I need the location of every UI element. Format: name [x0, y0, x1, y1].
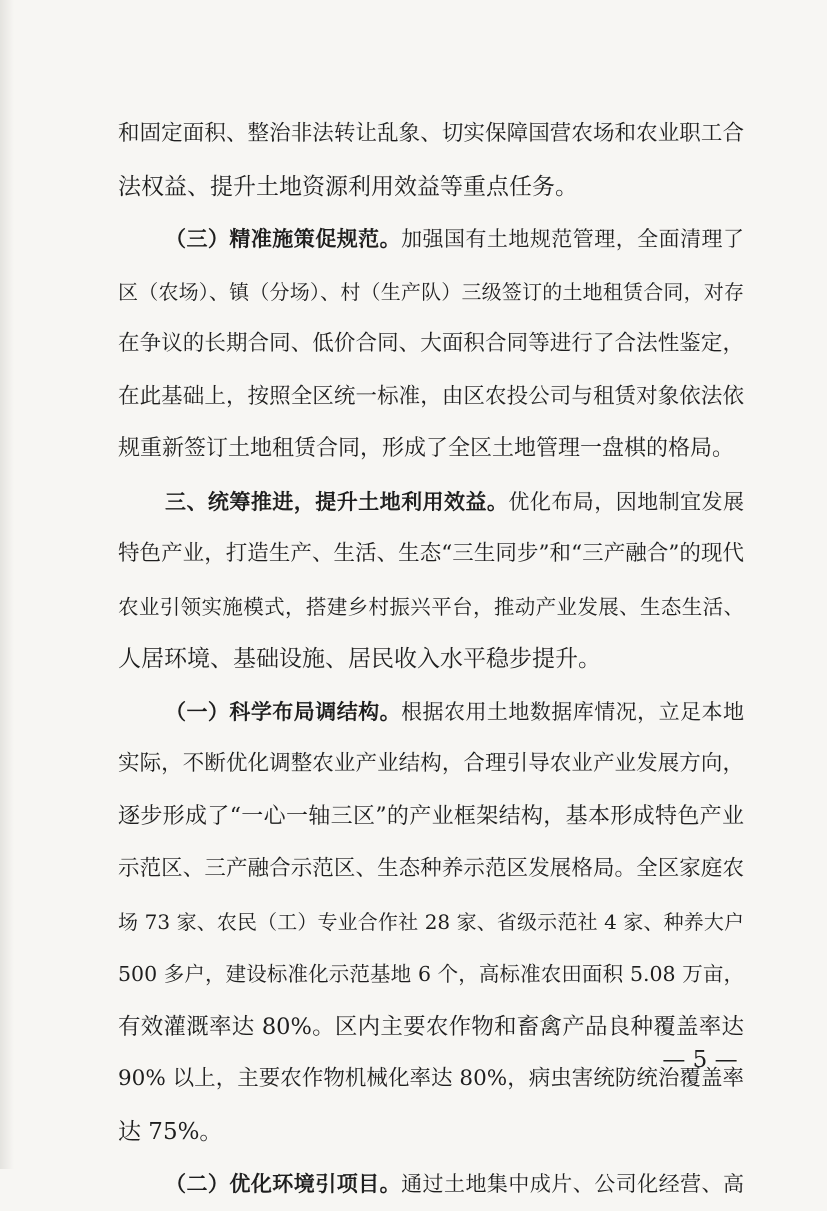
- text-line-19: [118, 1053, 744, 1106]
- line-4-text: 区（农场）、镇（分场）、村（生产队）三级签订的土地租赁合同，对存: [118, 279, 744, 304]
- line-11-text: 人居环境、基础设施、居民收入水平稳步提升。: [118, 646, 601, 672]
- heading-section-three: 三、统筹推进，提升土地利用效益。: [165, 489, 509, 514]
- text-line-8: [118, 476, 744, 529]
- text-line-14: [118, 791, 744, 844]
- text-line-11: [118, 633, 744, 686]
- line-6-text: 在此基础上，按照全区统一标准，由区农投公司与租赁对象依法依: [118, 383, 744, 409]
- text-line-5: [118, 318, 744, 371]
- text-line-18: [118, 1001, 744, 1054]
- heading-optimize-environment: （二）优化环境引项目。: [165, 1172, 402, 1196]
- text-line-17: [118, 948, 744, 1001]
- line-20-text: 达 75%。: [118, 1118, 223, 1145]
- text-line-16: [118, 896, 744, 949]
- text-line-3: [118, 213, 744, 266]
- line-8-text: 优化布局，因地制宜发展: [508, 489, 744, 514]
- text-line-1: [118, 108, 744, 161]
- line-21-text: 通过土地集中成片、公司化经营、高: [401, 1172, 744, 1196]
- line-16-text: 场 73 家、农民（工）专业合作社 28 家、省级示范社 4 家、种养大户: [118, 909, 744, 934]
- line-3-text: 加强国有土地规范管理，全面清理了: [401, 227, 744, 251]
- scan-shadow-edge: [0, 0, 14, 1169]
- line-13-text: 实际，不断优化调整农业产业结构，合理引导农业产业发展方向，: [118, 751, 744, 776]
- line-10-text: 农业引领实施模式，搭建乡村振兴平台，推动产业发展、生态生活、: [118, 594, 744, 619]
- line-2-text: 法权益、提升土地资源利用效益等重点任务。: [118, 173, 578, 200]
- heading-precise-policy: （三）精准施策促规范。: [165, 227, 402, 251]
- text-line-4: [118, 266, 744, 319]
- text-line-20: [118, 1106, 744, 1159]
- line-9-text: 特色产业，打造生产、生活、生态“三生同步”和“三产融合”的现代: [118, 541, 744, 566]
- text-line-9: [118, 528, 744, 581]
- text-line-7: [118, 423, 744, 476]
- text-line-2: [118, 161, 744, 214]
- line-18-text: 有效灌溉率达 80%。区内主要农作物和畜禽产品良种覆盖率达: [118, 1013, 744, 1040]
- text-line-6: [118, 371, 744, 424]
- text-line-10: [118, 581, 744, 634]
- line-15-text: 示范区、三产融合示范区、生态种养示范区发展格局。全区家庭农: [118, 856, 744, 881]
- line-1-text: 和固定面积、整治非法转让乱象、切实保障国营农场和农业职工合: [118, 121, 744, 146]
- line-19-text: 90% 以上，主要农作物机械化率达 80%，病虫害统防统治覆盖率: [118, 1066, 744, 1091]
- document-body: [118, 108, 744, 1211]
- text-line-21: [118, 1158, 744, 1211]
- text-line-13: [118, 738, 744, 791]
- text-line-12: [118, 686, 744, 739]
- text-line-15: [118, 843, 744, 896]
- line-14-text: 逐步形成了“一心一轴三区”的产业框架结构，基本形成特色产业: [118, 803, 744, 829]
- line-5-text: 在争议的长期合同、低价合同、大面积合同等进行了合法性鉴定，: [118, 331, 744, 356]
- line-17-text: 500 多户，建设标准化示范基地 6 个，高标准农田面积 5.08 万亩，: [118, 962, 744, 986]
- page-number: — 5 —: [662, 1047, 738, 1073]
- line-12-text: 根据农用土地数据库情况，立足本地: [401, 699, 744, 724]
- heading-scientific-layout: （一）科学布局调结构。: [165, 699, 402, 724]
- line-7-text: 规重新签订土地租赁合同，形成了全区土地管理一盘棋的格局。: [118, 436, 735, 461]
